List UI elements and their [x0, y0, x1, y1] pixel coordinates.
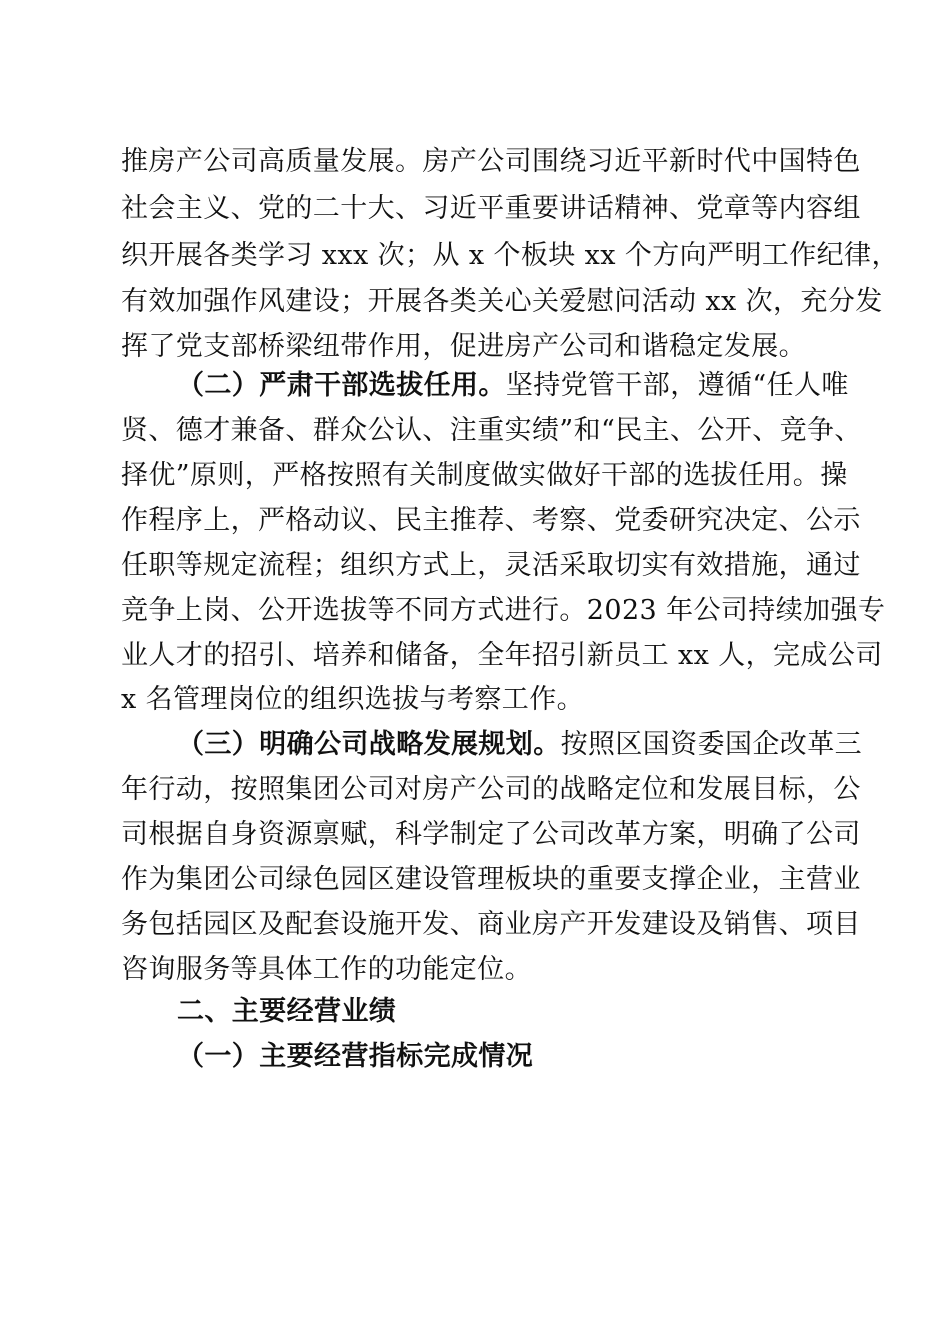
section-heading: 二、主要经营业绩 — [177, 996, 397, 1027]
paragraph-3-line-6: 咨询服务等具体工作的功能定位。 — [121, 954, 532, 985]
paragraph-2-line-6: 竞争上岗、公开选拔等不同方式进行。2023 年公司持续加强专 — [121, 595, 886, 626]
paragraph-3-line-2: 年行动，按照集团公司对房产公司的战略定位和发展目标，公 — [121, 774, 861, 805]
paragraph-2-line-7: 业人才的招引、培养和储备，全年招引新员工 xx 人，完成公司 — [121, 640, 883, 671]
paragraph-3-heading: （三）明确公司战略发展规划。 — [177, 729, 561, 760]
paragraph-2-line-3: 择优”原则，严格按照有关制度做实做好干部的选拔任用。操 — [121, 460, 848, 491]
paragraph-3-line-1-text: 按照区国资委国企改革三 — [560, 729, 863, 760]
paragraph-3-line-4: 作为集团公司绿色园区建设管理板块的重要支撑企业，主营业 — [121, 864, 861, 895]
subsection-heading: （一）主要经营指标完成情况 — [177, 1041, 534, 1072]
paragraph-2-line-4: 作程序上，严格动议、民主推荐、考察、党委研究决定、公示 — [121, 505, 861, 536]
paragraph-1-line-2: 社会主义、党的二十大、习近平重要讲话精神、党章等内容组 — [121, 193, 861, 224]
paragraph-1-line-3: 织开展各类学习 xxx 次；从 x 个板块 xx 个方向严明工作纪律， — [121, 240, 899, 271]
paragraph-2-line-1 — [177, 366, 849, 406]
paragraph-2-line-8: x 名管理岗位的组织选拔与考察工作。 — [121, 684, 585, 715]
paragraph-3-line-5: 务包括园区及配套设施开发、商业房产开发建设及销售、项目 — [121, 909, 861, 940]
paragraph-3-line-3: 司根据自身资源禀赋，科学制定了公司改革方案，明确了公司 — [121, 819, 861, 850]
paragraph-2-line-2: 贤、德才兼备、群众公认、注重实绩”和“民主、公开、竞争、 — [121, 415, 862, 446]
paragraph-1-line-1: 推房产公司高质量发展。房产公司围绕习近平新时代中国特色 — [121, 146, 861, 177]
paragraph-2-line-1-text: 坚持党管干部，遵循“任人唯 — [505, 370, 849, 401]
paragraph-1-line-4: 有效加强作风建设；开展各类关心关爱慰问活动 xx 次，充分发 — [121, 286, 883, 317]
paragraph-1-line-5: 挥了党支部桥梁纽带作用，促进房产公司和谐稳定发展。 — [121, 331, 806, 362]
paragraph-2-line-5: 任职等规定流程；组织方式上，灵活采取切实有效措施，通过 — [121, 550, 861, 581]
paragraph-3-line-1 — [177, 725, 863, 765]
paragraph-2-heading: （二）严肃干部选拔任用。 — [177, 370, 506, 401]
